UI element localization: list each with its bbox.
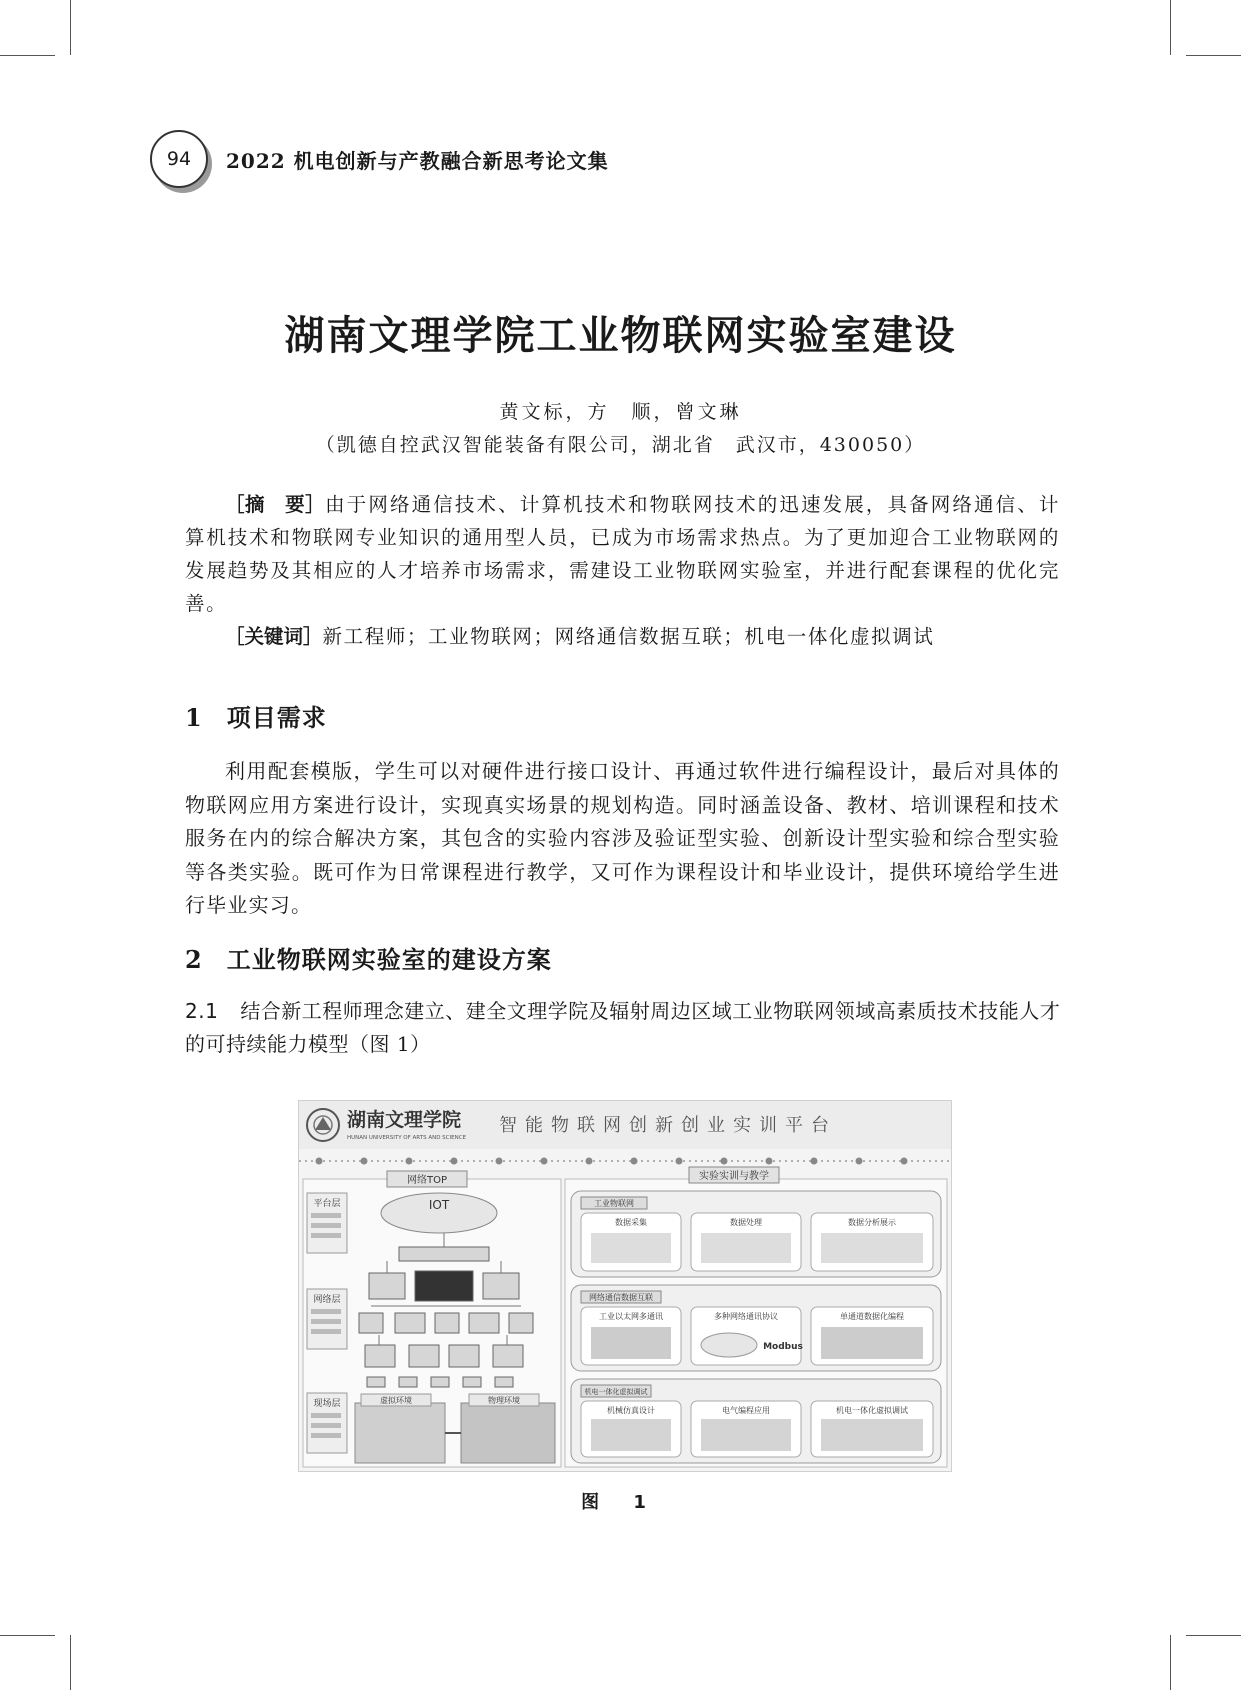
article-title: 湖南文理学院工业物联网实验室建设	[284, 313, 957, 359]
env-label: 虚拟环境	[380, 1396, 412, 1405]
section-title: 网络通信数据互联	[589, 1293, 653, 1302]
card-title: 数据处理	[730, 1218, 762, 1227]
section-number: 2	[185, 945, 203, 974]
iot-label: IOT	[428, 1198, 450, 1212]
article-authors: 黄文标，方 顺，曾文琳	[499, 401, 742, 423]
section-heading	[185, 940, 552, 975]
crop-mark	[0, 1635, 55, 1636]
section-title: 工业物联网	[594, 1199, 634, 1208]
physical-env-image	[461, 1403, 555, 1463]
card-title: 机械仿真设计	[607, 1406, 655, 1415]
crop-mark	[1170, 1635, 1171, 1690]
section-title: 机电一体化虚拟调试	[584, 1388, 648, 1396]
abstract-text: 由于网络通信技术、计算机技术和物联网技术的迅速发展，具备网络通信、计算机技术和物联网专业知识的通用型人员，已成为市场需求热点。为了更加迎合工业物联网的发展趋势及其相应的人才培养市场需求，需建设工业物联网实验室，并进行配套课程的优化完善。	[185, 493, 1060, 615]
subsection-number: 2.1	[185, 999, 219, 1023]
virtual-env-image	[355, 1403, 445, 1463]
crop-mark	[70, 1635, 71, 1690]
crop-mark	[1170, 0, 1171, 55]
crop-mark	[0, 55, 55, 56]
card-title: 单通道数据化编程	[840, 1312, 904, 1321]
card-title: 数据分析展示	[848, 1218, 896, 1227]
section-heading	[185, 698, 327, 733]
section-number: 1	[185, 703, 203, 732]
env-label: 物理环境	[488, 1396, 520, 1405]
teaching-label: 实验实训与教学	[699, 1171, 769, 1182]
layer-label: 现场层	[313, 1399, 341, 1409]
subsection-title: 结合新工程师理念建立、建全文理学院及辐射周边区域工业物联网领域高素质技术技能人才的可持续能力模型	[185, 999, 1061, 1056]
card-title: 多种网络通讯协议	[714, 1312, 778, 1321]
keywords-label: ［关键词］	[225, 625, 323, 648]
running-header	[150, 130, 609, 188]
figure-reference: （图 1）	[349, 1032, 431, 1056]
keywords-text: 新工程师；工业物联网；网络通信数据互联；机电一体化虚拟调试	[322, 625, 935, 648]
subsection-heading	[185, 995, 1065, 1061]
layer-label: 网络层	[313, 1295, 341, 1305]
keywords	[185, 620, 1060, 653]
crop-mark	[70, 0, 71, 55]
crop-mark	[1186, 55, 1241, 56]
crop-mark	[1186, 1635, 1241, 1636]
section-body: 利用配套模版，学生可以对硬件进行接口设计、再通过软件进行编程设计，最后对具体的物联网应用方案进行设计，实现真实场景的规划构造。同时涵盖设备、教材、培训课程和技术服务在内的综合解决方案，其包含的实验内容涉及验证型实验、创新设计型实验和综合型实验等各类实验。既可作为日常课程进行教学，又可作为课程设计和毕业设计，提供环境给学生进行毕业实习。	[185, 759, 1060, 917]
figure-1	[298, 1100, 952, 1472]
section-title: 项目需求	[226, 703, 327, 732]
platform-title: 智能物联网创新创业实训平台	[499, 1115, 837, 1136]
journal-title: 2022 机电创新与产教融合新思考论文集	[226, 148, 609, 173]
card-title: 电气编程应用	[722, 1406, 770, 1415]
abstract	[185, 488, 1060, 620]
school-name-en: HUNAN UNIVERSITY OF ARTS AND SCIENCE	[347, 1135, 467, 1141]
abstract-label: ［摘 要］	[225, 493, 326, 516]
figure-caption: 图 1	[581, 1492, 660, 1513]
card-title: 工业以太网多通讯	[599, 1312, 663, 1321]
modbus-label: Modbus	[763, 1342, 803, 1352]
card-title: 数据采集	[615, 1218, 647, 1227]
section-title: 工业物联网实验室的建设方案	[226, 945, 552, 974]
page-number: 94	[150, 130, 208, 188]
card-title: 机电一体化虚拟调试	[836, 1406, 908, 1415]
network-top-label: 网络TOP	[406, 1175, 448, 1186]
article-affiliation: （凯德自控武汉智能装备有限公司，湖北省 武汉市，430050）	[315, 434, 926, 456]
school-name: 湖南文理学院	[347, 1109, 462, 1131]
layer-label: 平台层	[313, 1199, 341, 1209]
